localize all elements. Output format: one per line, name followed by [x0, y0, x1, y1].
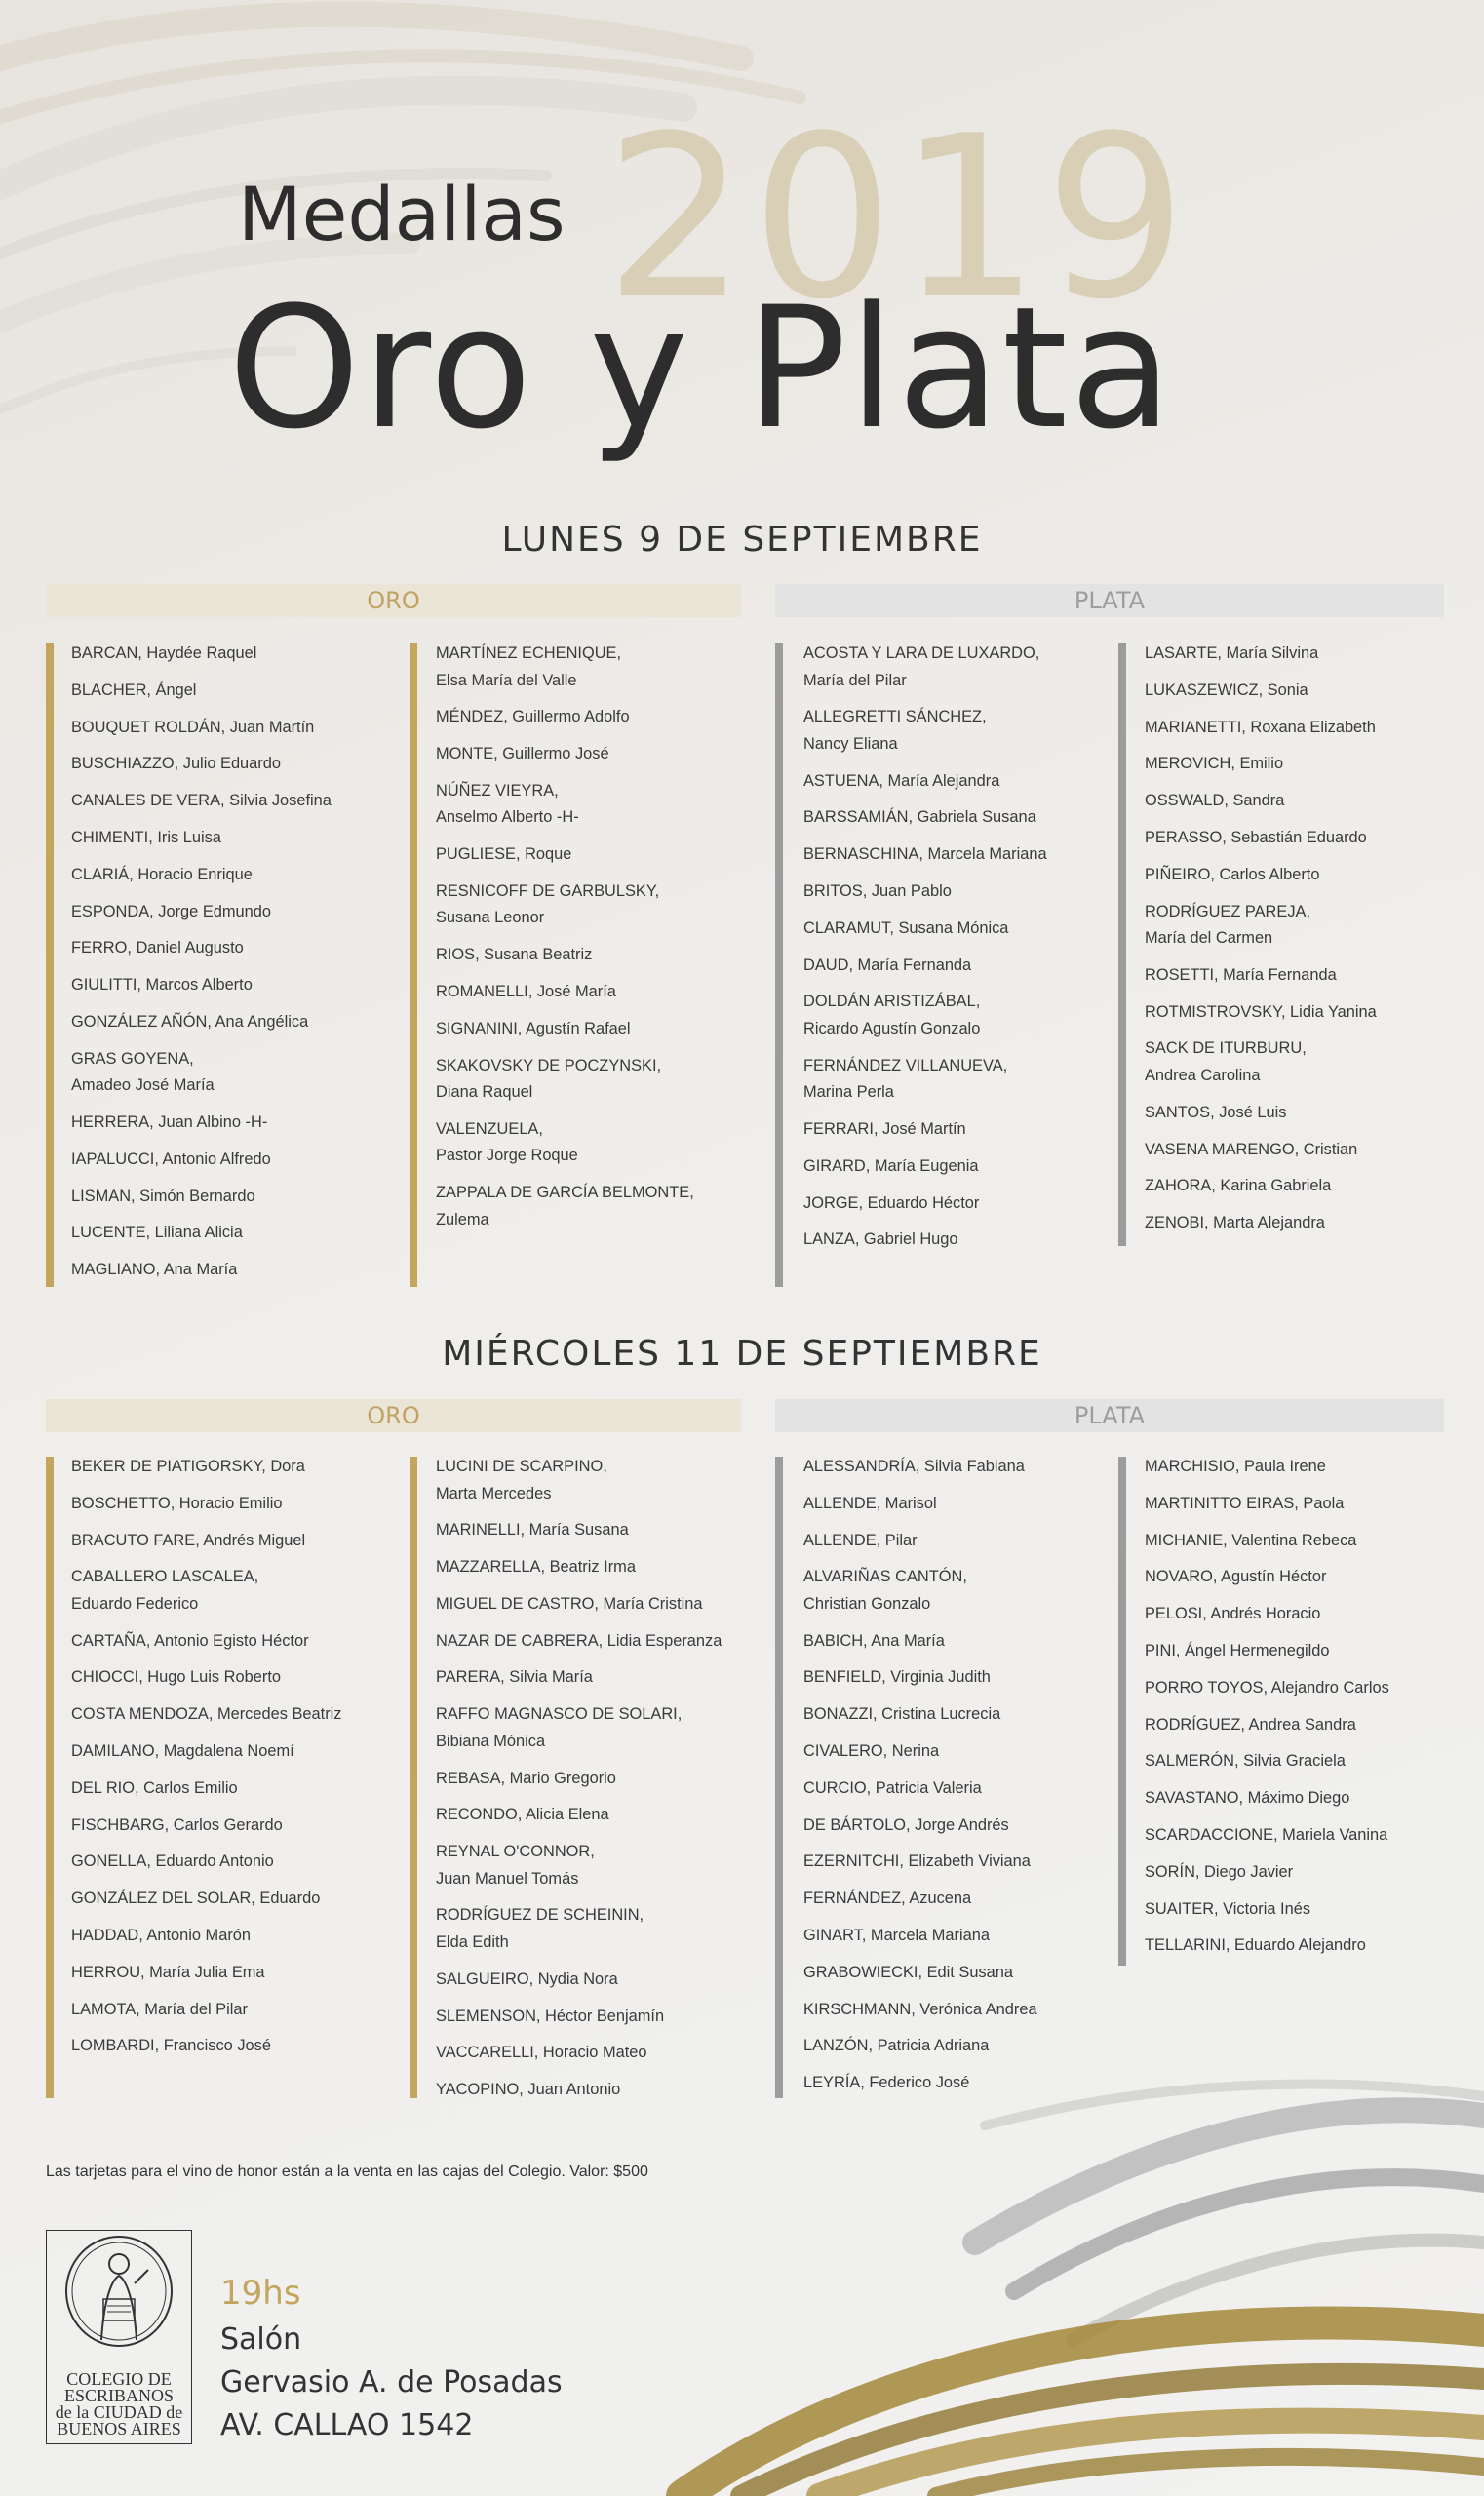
- seal-figure-icon: [47, 2231, 191, 2358]
- honoree-name: MAGLIANO, Ana María: [71, 1261, 238, 1279]
- honoree-name: HERRERA, Juan Albino -H-: [71, 1113, 268, 1132]
- honoree-name: BENFIELD, Virginia Judith: [803, 1668, 991, 1687]
- logo-text: [47, 2371, 191, 2438]
- honoree-name: LISMAN, Simón Bernardo: [71, 1187, 255, 1205]
- honoree-name: PINI, Ángel Hermenegildo: [1145, 1641, 1330, 1659]
- name-list-plata-2: [1145, 641, 1466, 1247]
- venue-line-2: Gervasio A. de Posadas: [220, 2365, 563, 2399]
- honoree-name: GINART, Marcela Mariana: [803, 1927, 990, 1945]
- honoree-name: GONELLA, Eduardo Antonio: [71, 1852, 274, 1871]
- plata-bar: [1118, 644, 1126, 1246]
- name-list-plata-1: [803, 641, 1125, 1264]
- honoree-name: BEKER DE PIATIGORSKY, Dora: [71, 1458, 305, 1475]
- honoree-name: KIRSCHMANN, Verónica Andrea: [803, 2000, 1037, 2018]
- honoree-name: GONZÁLEZ AÑÓN, Ana Angélica: [71, 1012, 309, 1031]
- honoree-name: ALLEGRETTI SÁNCHEZ, Nancy Eliana: [803, 708, 987, 753]
- logo-line-2: ESCRIBANOS: [63, 2386, 175, 2405]
- honoree-name: SALGUEIRO, Nydia Nora: [436, 1970, 618, 1988]
- honoree-name: LUCINI DE SCARPINO, Marta Mercedes: [436, 1458, 607, 1502]
- honoree-name: BRACUTO FARE, Andrés Miguel: [71, 1531, 306, 1549]
- honoree-name: BABICH, Ana María: [803, 1631, 945, 1650]
- honoree-name: CURCIO, Patricia Valeria: [803, 1778, 982, 1797]
- honoree-name: RODRÍGUEZ DE SCHEININ, Elda Edith: [436, 1906, 644, 1951]
- honoree-name: DAMILANO, Magdalena Noemí: [71, 1742, 294, 1761]
- honoree-name: ROMANELLI, José María: [436, 983, 616, 1001]
- honoree-name: PUGLIESE, Roque: [436, 845, 572, 864]
- honoree-name: LAMOTA, María del Pilar: [71, 2000, 248, 2018]
- section-heading-lunes: LUNES 9 DE SEPTIEMBRE: [501, 520, 983, 560]
- plata-band: PLATA: [775, 584, 1444, 617]
- honoree-name: GIRARD, María Eugenia: [803, 1156, 979, 1175]
- honoree-name: ZAPPALA DE GARCÍA BELMONTE, Zulema: [436, 1184, 694, 1228]
- name-list-oro-2: [436, 641, 758, 1244]
- event-time: 19hs: [220, 2274, 301, 2313]
- honoree-name: NOVARO, Agustín Héctor: [1145, 1568, 1327, 1586]
- honoree-name: BLACHER, Ángel: [71, 681, 197, 699]
- logo-line-4: BUENOS AIRES: [57, 2419, 181, 2438]
- honoree-name: MICHANIE, Valentina Rebeca: [1145, 1531, 1357, 1549]
- honoree-name: SCARDACCIONE, Mariela Vanina: [1145, 1825, 1388, 1844]
- honoree-name: SORÍN, Diego Javier: [1145, 1862, 1294, 1881]
- honoree-name: MIGUEL DE CASTRO, María Cristina: [436, 1594, 703, 1613]
- honoree-name: PIÑEIRO, Carlos Alberto: [1145, 865, 1320, 883]
- logo-line-1: COLEGIO DE: [66, 2369, 172, 2389]
- name-list-plata-1: [803, 1454, 1125, 2107]
- footer-note: Las tarjetas para el vino de honor están a la venta en las cajas del Colegio. Valor: $500: [46, 2164, 648, 2180]
- honoree-name: BARCAN, Haydée Raquel: [71, 644, 257, 662]
- honoree-name: SACK DE ITURBURU, Andrea Carolina: [1145, 1039, 1307, 1084]
- honoree-name: TELLARINI, Eduardo Alejandro: [1145, 1936, 1366, 1955]
- honoree-name: CIVALERO, Nerina: [803, 1742, 940, 1761]
- oro-bar: [46, 644, 54, 1287]
- section-heading-miercoles: MIÉRCOLES 11 DE SEPTIEMBRE: [442, 1334, 1042, 1374]
- colegio-escribanos-logo: [46, 2230, 192, 2444]
- honoree-name: LUKASZEWICZ, Sonia: [1145, 681, 1308, 699]
- honoree-name: DOLDÁN ARISTIZÁBAL, Ricardo Agustín Gonzalo: [803, 993, 981, 1037]
- honoree-name: IAPALUCCI, Antonio Alfredo: [71, 1150, 271, 1168]
- title-big: Oro y Plata: [228, 270, 1175, 466]
- honoree-name: CARTAÑA, Antonio Egisto Héctor: [71, 1631, 309, 1650]
- honoree-name: CLARAMUT, Susana Mónica: [803, 918, 1009, 937]
- honoree-name: VACCARELLI, Horacio Mateo: [436, 2044, 647, 2062]
- honoree-name: ALLENDE, Marisol: [803, 1494, 937, 1512]
- honoree-name: SKAKOVSKY DE POCZYNSKI, Diana Raquel: [436, 1056, 662, 1102]
- honoree-name: ZAHORA, Karina Gabriela: [1145, 1177, 1332, 1195]
- honoree-name: SAVASTANO, Máximo Diego: [1145, 1789, 1350, 1808]
- plata-bar: [775, 1457, 783, 2098]
- honoree-name: FERRARI, José Martín: [803, 1119, 966, 1138]
- honoree-name: DAUD, María Fernanda: [803, 956, 972, 974]
- year-watermark: 2019: [605, 89, 1191, 349]
- honoree-name: MARIANETTI, Roxana Elizabeth: [1145, 718, 1376, 736]
- honoree-name: BONAZZI, Cristina Lucrecia: [803, 1705, 1001, 1724]
- name-list-oro-2: [436, 1454, 758, 2114]
- honoree-name: REYNAL O'CONNOR, Juan Manuel Tomás: [436, 1843, 595, 1888]
- honoree-name: DE BÁRTOLO, Jorge Andrés: [803, 1815, 1009, 1834]
- honoree-name: LEYRÍA, Federico José: [803, 2074, 970, 2092]
- honoree-name: CABALLERO LASCALEA, Eduardo Federico: [71, 1568, 259, 1613]
- honoree-name: MONTE, Guillermo José: [436, 745, 609, 763]
- honoree-name: ALVARIÑAS CANTÓN, Christian Gonzalo: [803, 1568, 967, 1613]
- plata-bar: [775, 644, 783, 1287]
- honoree-name: MEROVICH, Emilio: [1145, 755, 1284, 773]
- honoree-name: MÉNDEZ, Guillermo Adolfo: [436, 708, 630, 726]
- honoree-name: MARCHISIO, Paula Irene: [1145, 1458, 1326, 1475]
- honoree-name: CHIMENTI, Iris Luisa: [71, 828, 221, 846]
- honoree-name: JORGE, Eduardo Héctor: [803, 1193, 980, 1212]
- honoree-name: SALMERÓN, Silvia Graciela: [1145, 1752, 1346, 1771]
- honoree-name: ROSETTI, María Fernanda: [1145, 965, 1337, 984]
- honoree-name: CLARIÁ, Horacio Enrique: [71, 865, 253, 883]
- honoree-name: SUAITER, Victoria Inés: [1145, 1899, 1311, 1918]
- honoree-name: CANALES DE VERA, Silvia Josefina: [71, 792, 332, 810]
- plata-band: PLATA: [775, 1399, 1444, 1432]
- honoree-name: BARSSAMIÁN, Gabriela Susana: [803, 808, 1036, 827]
- honoree-name: RODRÍGUEZ PAREJA, María del Carmen: [1145, 902, 1310, 948]
- honoree-name: PARERA, Silvia María: [436, 1668, 593, 1687]
- honoree-name: ZENOBI, Marta Alejandra: [1145, 1214, 1325, 1232]
- honoree-name: CHIOCCI, Hugo Luis Roberto: [71, 1668, 281, 1687]
- honoree-name: PELOSI, Andrés Horacio: [1145, 1605, 1321, 1623]
- honoree-name: RODRÍGUEZ, Andrea Sandra: [1145, 1715, 1356, 1734]
- honoree-name: BOUQUET ROLDÁN, Juan Martín: [71, 718, 315, 736]
- honoree-name: SANTOS, José Luis: [1145, 1103, 1287, 1121]
- honoree-name: LOMBARDI, Francisco José: [71, 2037, 271, 2055]
- honoree-name: SIGNANINI, Agustín Rafael: [436, 1019, 631, 1037]
- honoree-name: ESPONDA, Jorge Edmundo: [71, 902, 271, 920]
- honoree-name: RIOS, Susana Beatriz: [436, 946, 593, 964]
- honoree-name: ROTMISTROVSKY, Lidia Yanina: [1145, 1002, 1377, 1021]
- honoree-name: EZERNITCHI, Elizabeth Viviana: [803, 1852, 1031, 1871]
- honoree-name: PERASSO, Sebastián Eduardo: [1145, 828, 1367, 846]
- honoree-name: MARTÍNEZ ECHENIQUE, Elsa María del Valle: [436, 644, 622, 689]
- honoree-name: LASARTE, María Silvina: [1145, 644, 1319, 662]
- honoree-name: PORRO TOYOS, Alejandro Carlos: [1145, 1678, 1389, 1696]
- honoree-name: MARINELLI, María Susana: [436, 1521, 629, 1540]
- oro-bar: [410, 644, 417, 1287]
- oro-bar: [46, 1457, 54, 2098]
- honoree-name: SLEMENSON, Héctor Benjamín: [436, 2007, 665, 2025]
- honoree-name: FISCHBARG, Carlos Gerardo: [71, 1815, 283, 1834]
- honoree-name: HADDAD, Antonio Marón: [71, 1927, 252, 1945]
- honoree-name: FERRO, Daniel Augusto: [71, 939, 244, 957]
- oro-band: ORO: [46, 584, 741, 617]
- honoree-name: ALLENDE, Pilar: [803, 1531, 918, 1549]
- honoree-name: LANZA, Gabriel Hugo: [803, 1230, 958, 1249]
- honoree-name: RAFFO MAGNASCO DE SOLARI, Bibiana Mónica: [436, 1705, 683, 1750]
- honoree-name: BRITOS, Juan Pablo: [803, 881, 952, 900]
- honoree-name: REBASA, Mario Gregorio: [436, 1769, 616, 1787]
- honoree-name: FERNÁNDEZ, Azucena: [803, 1890, 972, 1908]
- honoree-name: BUSCHIAZZO, Julio Eduardo: [71, 755, 281, 773]
- honoree-name: MARTINITTO EIRAS, Paola: [1145, 1494, 1345, 1512]
- honoree-name: YACOPINO, Juan Antonio: [436, 2081, 621, 2099]
- honoree-name: ASTUENA, María Alejandra: [803, 771, 1000, 790]
- honoree-name: BOSCHETTO, Horacio Emilio: [71, 1494, 283, 1512]
- oro-band: ORO: [46, 1399, 741, 1432]
- honoree-name: OSSWALD, Sandra: [1145, 792, 1285, 810]
- honoree-name: LANZÓN, Patricia Adriana: [803, 2037, 990, 2055]
- plata-bar: [1118, 1457, 1126, 1966]
- honoree-name: VASENA MARENGO, Cristian: [1145, 1140, 1358, 1158]
- honoree-name: GIULITTI, Marcos Alberto: [71, 976, 253, 994]
- name-list-oro-1: [71, 641, 393, 1294]
- honoree-name: GONZÁLEZ DEL SOLAR, Eduardo: [71, 1890, 321, 1908]
- title-small: Medallas: [238, 171, 566, 257]
- honoree-name: NÚÑEZ VIEYRA, Anselmo Alberto -H-: [436, 781, 579, 827]
- venue-line-3: AV. CALLAO 1542: [220, 2408, 474, 2442]
- name-list-plata-2: [1145, 1454, 1466, 1970]
- name-list-oro-1: [71, 1454, 393, 2070]
- honoree-name: RECONDO, Alicia Elena: [436, 1806, 609, 1824]
- honoree-name: NAZAR DE CABRERA, Lidia Esperanza: [436, 1631, 722, 1650]
- honoree-name: DEL RIO, Carlos Emilio: [71, 1778, 238, 1797]
- honoree-name: BERNASCHINA, Marcela Mariana: [803, 845, 1047, 864]
- honoree-name: MAZZARELLA, Beatriz Irma: [436, 1558, 636, 1577]
- honoree-name: GRAS GOYENA, Amadeo José María: [71, 1049, 215, 1095]
- honoree-name: VALENZUELA, Pastor Jorge Roque: [436, 1119, 578, 1165]
- honoree-name: RESNICOFF DE GARBULSKY, Susana Leonor: [436, 881, 660, 927]
- logo-line-3: de la CIUDAD de: [55, 2402, 183, 2422]
- oro-bar: [410, 1457, 417, 2098]
- honoree-name: ACOSTA Y LARA DE LUXARDO, María del Pilar: [803, 644, 1040, 689]
- honoree-name: LUCENTE, Liliana Alicia: [71, 1224, 243, 1242]
- honoree-name: ALESSANDRÍA, Silvia Fabiana: [803, 1458, 1025, 1475]
- honoree-name: GRABOWIECKI, Edit Susana: [803, 1963, 1013, 1981]
- honoree-name: COSTA MENDOZA, Mercedes Beatriz: [71, 1705, 342, 1724]
- honoree-name: HERROU, María Julia Ema: [71, 1963, 265, 1981]
- venue-line-1: Salón: [220, 2322, 302, 2357]
- honoree-name: FERNÁNDEZ VILLANUEVA, Marina Perla: [803, 1056, 1008, 1102]
